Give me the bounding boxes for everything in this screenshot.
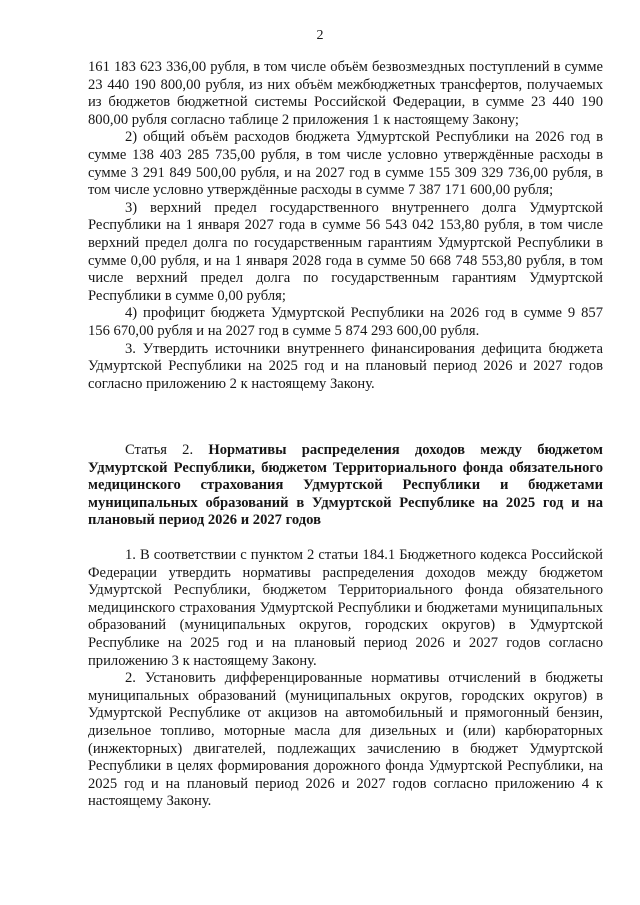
paragraph-financing-sources: 3. Утвердить источники внутреннего финансирования дефицита бюджета Удмуртской Республики на 2025 год и на плановый период 2026 и 2027 годов согласно приложению 2 к настоящему Закону. — [88, 340, 603, 392]
paragraph-continuation: 161 183 623 336,00 рубля, в том числе объём безвозмездных поступлений в сумме 23 440 190 800,00 рубля, из них объём межбюджетных трансфертов, получаемых из бюджетов бюджетной системы Российской Федерации, в сумме 23 440 190 800,00 рубля согласно таблице 2 приложения 1 к настоящему Закону; — [88, 59, 603, 128]
top-section — [88, 59, 603, 393]
article-heading — [88, 442, 603, 530]
article-title: Нормативы распределения доходов между бюджетом Удмуртской Республики, бюджетом Территориального фонда обязательного медицинского страхования Удмуртской Республики и бюджетами муниципальных образований в Удмуртской Республике на 2025 год и на плановый период 2026 и 2027 годов — [88, 442, 603, 529]
paragraph-expenditures: 2) общий объём расходов бюджета Удмуртской Республики на 2026 год в сумме 138 403 285 735,00 рубля, в том числе условно утверждённые расходы в сумме 3 291 849 500,00 рубля, и на 2027 год в сумме 155 309 329 736,00 рубля, в том числе условно утверждённые расходы в сумме 7 387 171 600,00 рубля; — [88, 129, 603, 199]
paragraph-excise-norms: 2. Установить дифференцированные нормативы отчислений в бюджеты муниципальных образований (муниципальных округов, городских округов) в Удмуртской Республике от акцизов на автомобильный и прямогонный бензин, дизельное топливо, моторные масла для дизельных и (или) карбюраторных (инжекторных) двигателей, подлежащих зачислению в бюджет Удмуртской Республики в целях формирования дорожного фонда Удмуртской Республики, на 2025 год и на плановый период 2026 и 2027 годов согласно приложению 4 к настоящему Закону. — [88, 670, 603, 810]
paragraph-surplus: 4) профицит бюджета Удмуртской Республики на 2026 год в сумме 9 857 156 670,00 рубля и на 2027 год в сумме 5 874 293 600,00 рубля. — [88, 305, 603, 339]
paragraph-revenue-norms: 1. В соответствии с пунктом 2 статьи 184.1 Бюджетного кодекса Российской Федерации утвердить нормативы распределения доходов между бюджетом Удмуртской Республики, бюджетом Территориального фонда обязательного медицинского страхования Удмуртской Республики и бюджетами муниципальных образований (муниципальных округов, городских округов) в Удмуртской Республике на 2025 год и на плановый период 2026 и 2027 годов согласно приложению 3 к настоящему Закону. — [88, 547, 603, 669]
article-prefix: Статья 2. — [125, 442, 194, 458]
bottom-section — [88, 547, 603, 811]
paragraph-debt-limit: 3) верхний предел государственного внутреннего долга Удмуртской Республики на 1 января 2027 года в сумме 56 543 042 153,80 рубля, в том числе верхний предел долга по государственным гарантиям Удмуртской Республики в сумме 0,00 рубля, и на 1 января 2028 года в сумме 50 668 748 553,80 рубля, в том числе верхний предел долга по государственным гарантиям Удмуртской Республики в сумме 0,00 рубля; — [88, 199, 603, 304]
page-number: 2 — [316, 28, 324, 43]
